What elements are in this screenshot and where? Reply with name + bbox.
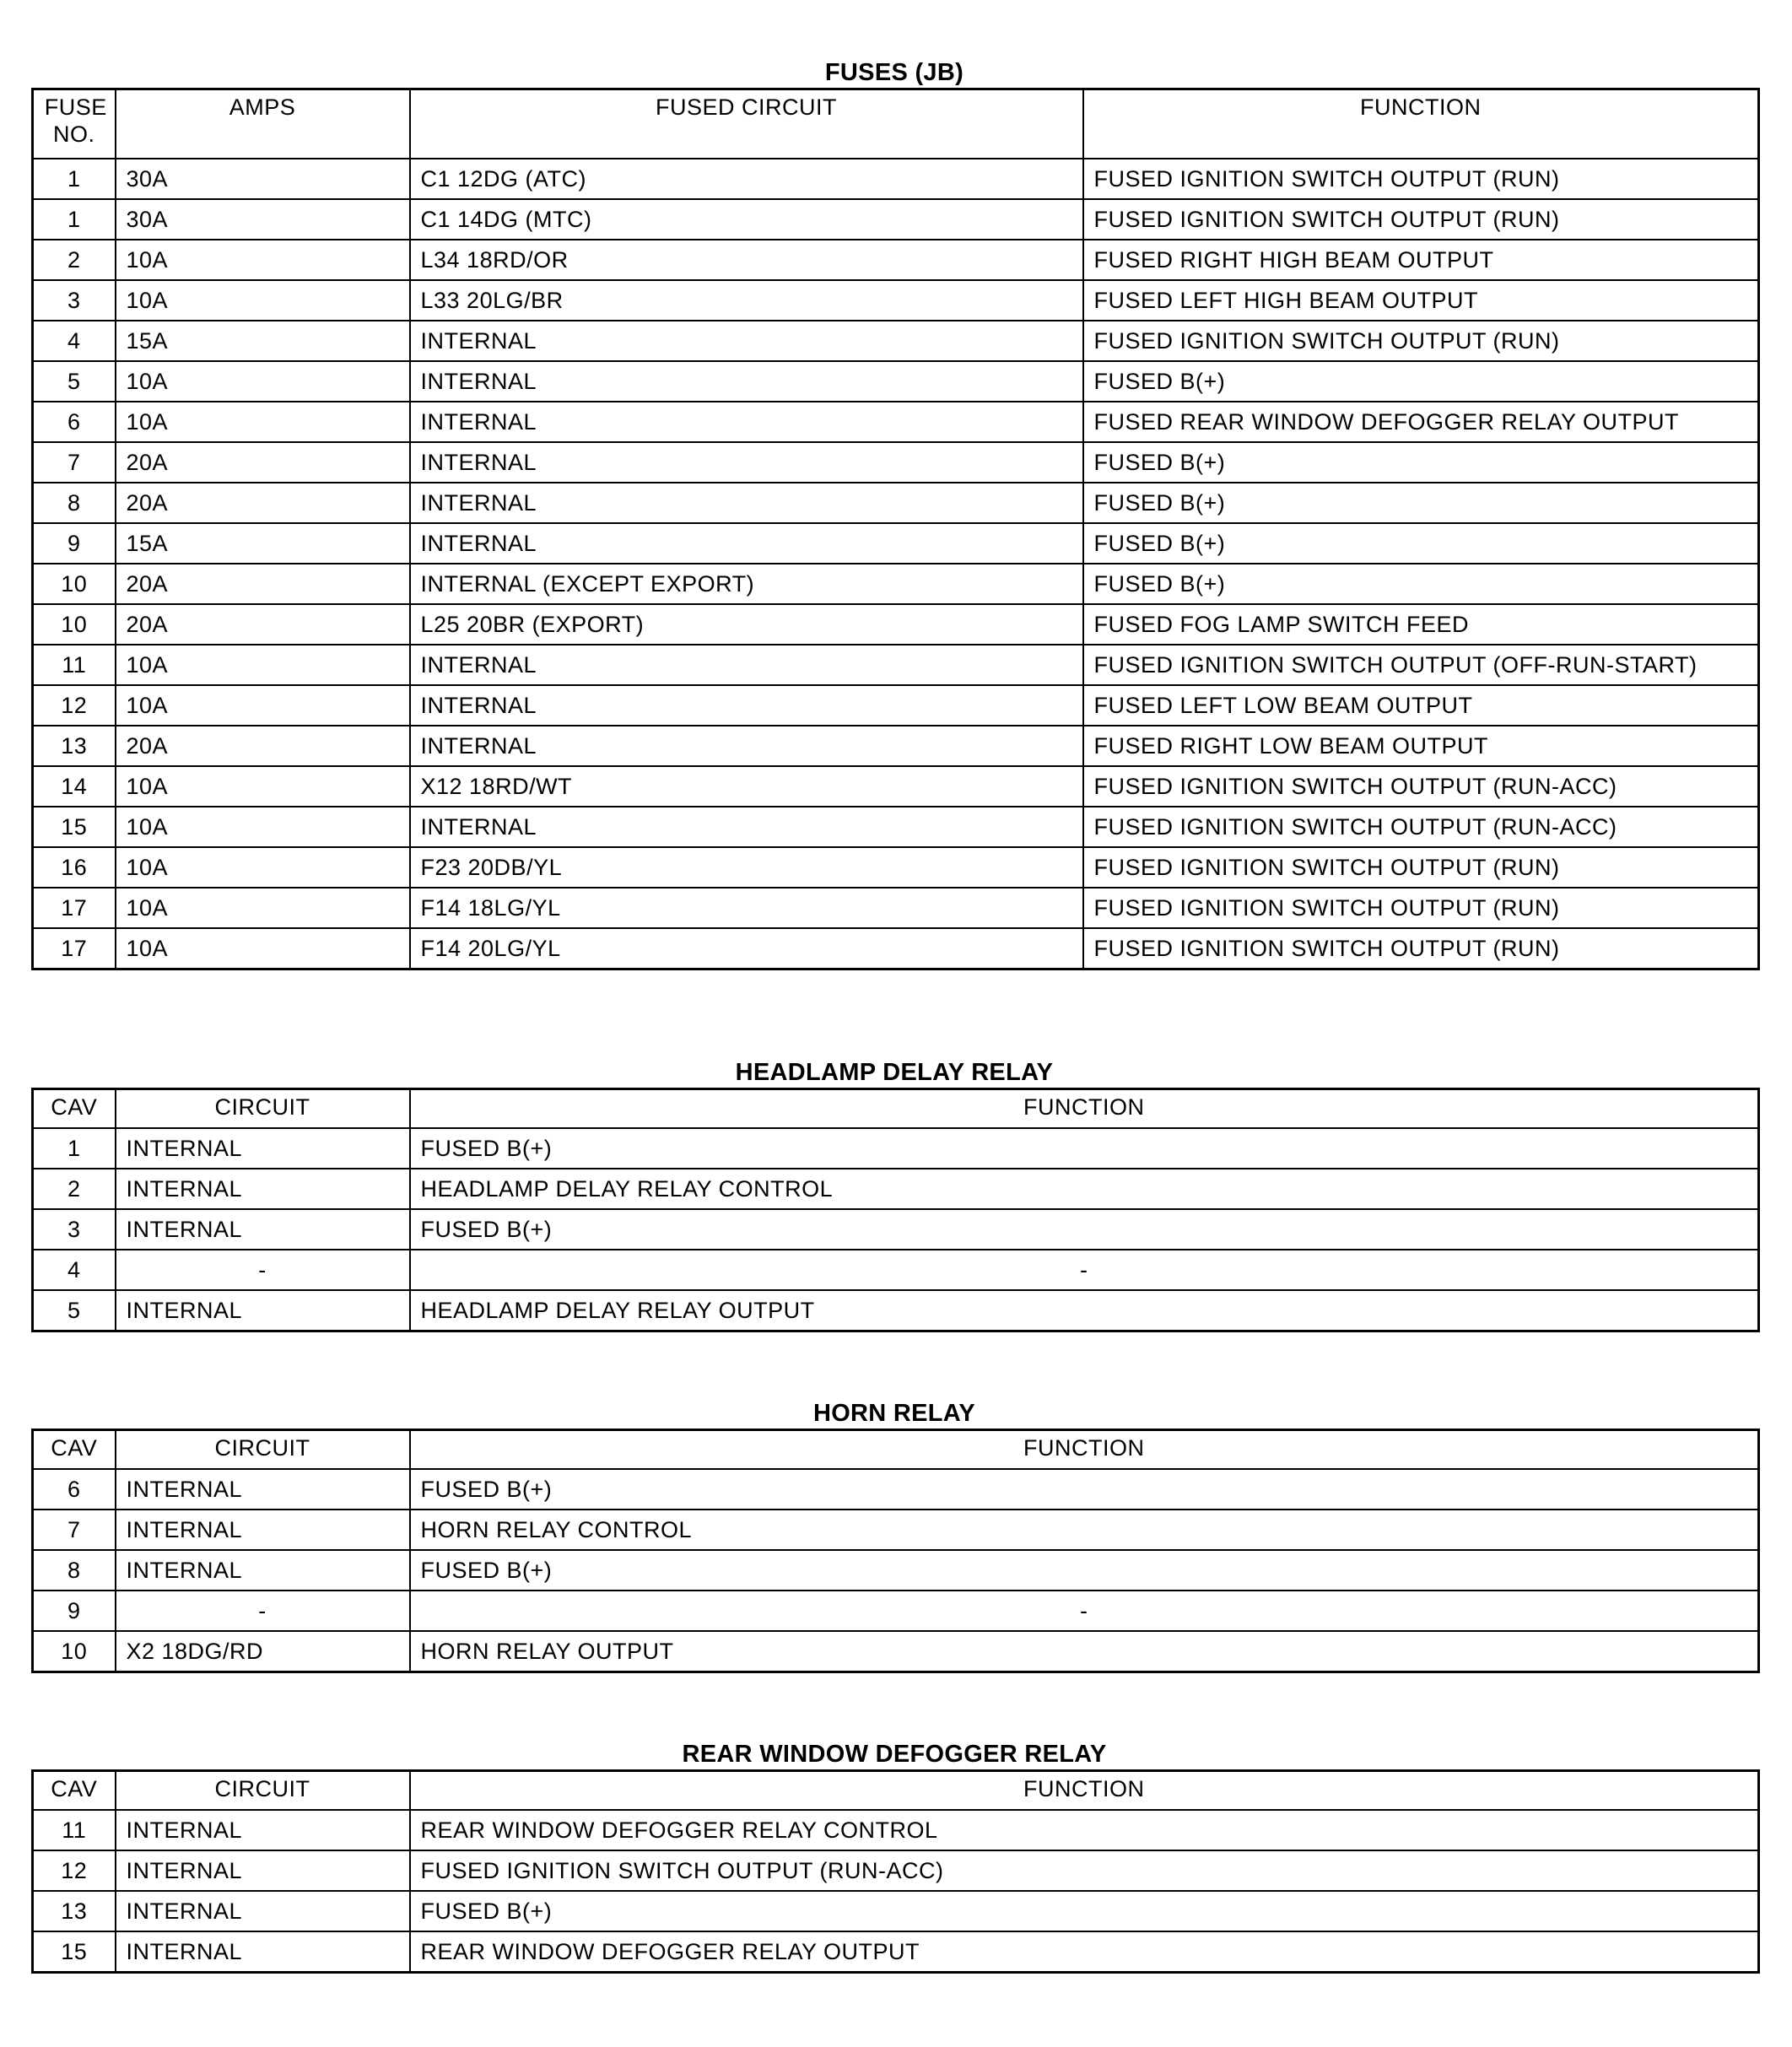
function-cell: FUSED REAR WINDOW DEFOGGER RELAY OUTPUT [1083, 402, 1759, 442]
function-cell: FUSED B(+) [1083, 483, 1759, 523]
circuit-cell: INTERNAL [116, 1469, 410, 1510]
table-row [33, 604, 1759, 645]
fuse-no-cell: 9 [33, 523, 116, 564]
amps-cell: 20A [116, 564, 410, 604]
table-row [33, 361, 1759, 402]
fuse-no-cell: 1 [33, 199, 116, 240]
fused-circuit-cell: INTERNAL [410, 442, 1083, 483]
amps-cell: 10A [116, 361, 410, 402]
circuit-cell: INTERNAL [116, 1169, 410, 1209]
fused-circuit-cell: INTERNAL [410, 523, 1083, 564]
cav-cell: 2 [33, 1169, 116, 1209]
cav-cell: 10 [33, 1631, 116, 1672]
headlamp-relay-section [31, 1059, 1757, 1332]
table-row [33, 1209, 1759, 1250]
fused-circuit-cell: F23 20DB/YL [410, 847, 1083, 888]
defogger-relay-body [33, 1810, 1759, 1973]
headlamp-relay-header-cav: CAV [33, 1089, 116, 1129]
function-cell: FUSED IGNITION SWITCH OUTPUT (RUN) [1083, 847, 1759, 888]
fused-circuit-cell: INTERNAL [410, 361, 1083, 402]
table-row [33, 726, 1759, 766]
headlamp-relay-header-circuit: CIRCUIT [116, 1089, 410, 1129]
function-cell: FUSED B(+) [1083, 361, 1759, 402]
circuit-cell: INTERNAL [116, 1810, 410, 1850]
circuit-cell: - [116, 1250, 410, 1290]
table-row [33, 199, 1759, 240]
fused-circuit-cell: INTERNAL [410, 685, 1083, 726]
table-row [33, 442, 1759, 483]
defogger-relay-header-row [33, 1771, 1759, 1811]
circuit-cell: INTERNAL [116, 1850, 410, 1891]
function-cell: FUSED B(+) [1083, 523, 1759, 564]
horn-relay-title: HORN RELAY [812, 1400, 976, 1427]
table-row [33, 1891, 1759, 1931]
fused-circuit-cell: X12 18RD/WT [410, 766, 1083, 807]
function-cell: HORN RELAY OUTPUT [410, 1631, 1759, 1672]
defogger-relay-section [31, 1741, 1757, 1974]
fused-circuit-cell: F14 18LG/YL [410, 888, 1083, 928]
amps-cell: 10A [116, 240, 410, 280]
table-row [33, 240, 1759, 280]
fuse-no-cell: 12 [33, 685, 116, 726]
horn-relay-section [31, 1400, 1757, 1673]
fused-circuit-cell: L25 20BR (EXPORT) [410, 604, 1083, 645]
horn-relay-table [31, 1429, 1760, 1673]
fuses-header-function: FUNCTION [1083, 89, 1759, 159]
table-row [33, 1469, 1759, 1510]
fused-circuit-cell: INTERNAL [410, 483, 1083, 523]
amps-cell: 10A [116, 888, 410, 928]
fuse-no-cell: 13 [33, 726, 116, 766]
table-row [33, 1510, 1759, 1550]
table-row [33, 1550, 1759, 1591]
cav-cell: 6 [33, 1469, 116, 1510]
amps-cell: 30A [116, 199, 410, 240]
amps-cell: 10A [116, 847, 410, 888]
function-cell: FUSED RIGHT LOW BEAM OUTPUT [1083, 726, 1759, 766]
table-row [33, 766, 1759, 807]
function-cell: - [410, 1591, 1759, 1631]
defogger-relay-header-function: FUNCTION [410, 1771, 1759, 1811]
function-cell: REAR WINDOW DEFOGGER RELAY CONTROL [410, 1810, 1759, 1850]
function-cell: HEADLAMP DELAY RELAY CONTROL [410, 1169, 1759, 1209]
table-row [33, 1290, 1759, 1331]
cav-cell: 9 [33, 1591, 116, 1631]
function-cell: FUSED IGNITION SWITCH OUTPUT (RUN-ACC) [410, 1850, 1759, 1891]
horn-relay-header-circuit: CIRCUIT [116, 1430, 410, 1470]
function-cell: HORN RELAY CONTROL [410, 1510, 1759, 1550]
fuse-no-cell: 2 [33, 240, 116, 280]
amps-cell: 10A [116, 645, 410, 685]
fuses-header-fused-circuit: FUSED CIRCUIT [410, 89, 1083, 159]
amps-cell: 15A [116, 321, 410, 361]
function-cell: FUSED LEFT LOW BEAM OUTPUT [1083, 685, 1759, 726]
fused-circuit-cell: C1 14DG (MTC) [410, 199, 1083, 240]
table-row [33, 564, 1759, 604]
fuse-no-cell: 15 [33, 807, 116, 847]
function-cell: FUSED LEFT HIGH BEAM OUTPUT [1083, 280, 1759, 321]
fuse-no-cell: 6 [33, 402, 116, 442]
fuse-no-cell: 17 [33, 888, 116, 928]
cav-cell: 13 [33, 1891, 116, 1931]
table-row [33, 1810, 1759, 1850]
circuit-cell: INTERNAL [116, 1550, 410, 1591]
defogger-relay-title: REAR WINDOW DEFOGGER RELAY [682, 1741, 1107, 1768]
function-cell: FUSED IGNITION SWITCH OUTPUT (OFF-RUN-START) [1083, 645, 1759, 685]
fuse-no-cell: 14 [33, 766, 116, 807]
table-row [33, 402, 1759, 442]
amps-cell: 20A [116, 604, 410, 645]
circuit-cell: INTERNAL [116, 1891, 410, 1931]
table-row [33, 1850, 1759, 1891]
cav-cell: 7 [33, 1510, 116, 1550]
function-cell: FUSED IGNITION SWITCH OUTPUT (RUN-ACC) [1083, 766, 1759, 807]
defogger-relay-header-cav: CAV [33, 1771, 116, 1811]
fused-circuit-cell: INTERNAL [410, 402, 1083, 442]
function-cell: FUSED IGNITION SWITCH OUTPUT (RUN) [1083, 199, 1759, 240]
circuit-cell: INTERNAL [116, 1209, 410, 1250]
headlamp-relay-header-function: FUNCTION [410, 1089, 1759, 1129]
horn-relay-header-cav: CAV [33, 1430, 116, 1470]
function-cell: REAR WINDOW DEFOGGER RELAY OUTPUT [410, 1931, 1759, 1973]
amps-cell: 30A [116, 159, 410, 199]
fused-circuit-cell: INTERNAL [410, 321, 1083, 361]
fused-circuit-cell: C1 12DG (ATC) [410, 159, 1083, 199]
cav-cell: 12 [33, 1850, 116, 1891]
table-row [33, 645, 1759, 685]
fuses-title: FUSES (JB) [824, 59, 964, 86]
defogger-relay-header-circuit: CIRCUIT [116, 1771, 410, 1811]
fused-circuit-cell: INTERNAL [410, 807, 1083, 847]
fuses-header-row [33, 89, 1759, 159]
horn-relay-header-row [33, 1430, 1759, 1470]
table-row [33, 928, 1759, 969]
function-cell: FUSED B(+) [410, 1209, 1759, 1250]
amps-cell: 10A [116, 280, 410, 321]
table-row [33, 1128, 1759, 1169]
amps-cell: 10A [116, 402, 410, 442]
amps-cell: 10A [116, 766, 410, 807]
function-cell: FUSED B(+) [410, 1469, 1759, 1510]
fuse-no-cell: 16 [33, 847, 116, 888]
fuse-no-cell: 3 [33, 280, 116, 321]
table-row [33, 280, 1759, 321]
function-cell: FUSED B(+) [410, 1891, 1759, 1931]
circuit-cell: INTERNAL [116, 1931, 410, 1973]
function-cell: FUSED RIGHT HIGH BEAM OUTPUT [1083, 240, 1759, 280]
headlamp-relay-table [31, 1088, 1760, 1332]
amps-cell: 20A [116, 483, 410, 523]
amps-cell: 20A [116, 726, 410, 766]
table-row [33, 1250, 1759, 1290]
cav-cell: 11 [33, 1810, 116, 1850]
cav-cell: 1 [33, 1128, 116, 1169]
fuses-table [31, 88, 1760, 970]
headlamp-relay-header-row [33, 1089, 1759, 1129]
fused-circuit-cell: INTERNAL [410, 645, 1083, 685]
table-row [33, 807, 1759, 847]
table-row [33, 1169, 1759, 1209]
function-cell: FUSED IGNITION SWITCH OUTPUT (RUN) [1083, 159, 1759, 199]
table-row [33, 523, 1759, 564]
function-cell: FUSED B(+) [410, 1550, 1759, 1591]
circuit-cell: X2 18DG/RD [116, 1631, 410, 1672]
fuses-header-fuse-no: FUSE NO. [33, 89, 116, 159]
cav-cell: 8 [33, 1550, 116, 1591]
table-row [33, 847, 1759, 888]
amps-cell: 20A [116, 442, 410, 483]
horn-relay-body [33, 1469, 1759, 1672]
headlamp-relay-title: HEADLAMP DELAY RELAY [735, 1059, 1054, 1086]
function-cell: FUSED B(+) [1083, 442, 1759, 483]
table-row [33, 888, 1759, 928]
table-row [33, 1931, 1759, 1973]
fuse-no-cell: 5 [33, 361, 116, 402]
table-row [33, 159, 1759, 199]
function-cell: FUSED IGNITION SWITCH OUTPUT (RUN) [1083, 321, 1759, 361]
function-cell: FUSED B(+) [1083, 564, 1759, 604]
headlamp-relay-body [33, 1128, 1759, 1331]
fuses-body [33, 159, 1759, 969]
circuit-cell: - [116, 1591, 410, 1631]
horn-relay-header-function: FUNCTION [410, 1430, 1759, 1470]
function-cell: FUSED IGNITION SWITCH OUTPUT (RUN) [1083, 928, 1759, 969]
table-row [33, 321, 1759, 361]
circuit-cell: INTERNAL [116, 1128, 410, 1169]
fused-circuit-cell: INTERNAL [410, 726, 1083, 766]
fuse-no-cell: 1 [33, 159, 116, 199]
function-cell: - [410, 1250, 1759, 1290]
fused-circuit-cell: F14 20LG/YL [410, 928, 1083, 969]
fuse-no-cell: 8 [33, 483, 116, 523]
table-row [33, 1631, 1759, 1672]
amps-cell: 15A [116, 523, 410, 564]
fuse-no-cell: 17 [33, 928, 116, 969]
fuses-header-amps: AMPS [116, 89, 410, 159]
circuit-cell: INTERNAL [116, 1290, 410, 1331]
amps-cell: 10A [116, 807, 410, 847]
function-cell: FUSED B(+) [410, 1128, 1759, 1169]
cav-cell: 4 [33, 1250, 116, 1290]
fuse-no-cell: 10 [33, 564, 116, 604]
fused-circuit-cell: L33 20LG/BR [410, 280, 1083, 321]
function-cell: HEADLAMP DELAY RELAY OUTPUT [410, 1290, 1759, 1331]
function-cell: FUSED FOG LAMP SWITCH FEED [1083, 604, 1759, 645]
table-row [33, 483, 1759, 523]
amps-cell: 10A [116, 928, 410, 969]
fuse-no-cell: 10 [33, 604, 116, 645]
table-row [33, 1591, 1759, 1631]
function-cell: FUSED IGNITION SWITCH OUTPUT (RUN-ACC) [1083, 807, 1759, 847]
amps-cell: 10A [116, 685, 410, 726]
defogger-relay-table [31, 1769, 1760, 1974]
fuse-no-cell: 7 [33, 442, 116, 483]
cav-cell: 5 [33, 1290, 116, 1331]
fused-circuit-cell: INTERNAL (EXCEPT EXPORT) [410, 564, 1083, 604]
function-cell: FUSED IGNITION SWITCH OUTPUT (RUN) [1083, 888, 1759, 928]
cav-cell: 3 [33, 1209, 116, 1250]
fuses-section [31, 59, 1757, 970]
cav-cell: 15 [33, 1931, 116, 1973]
table-row [33, 685, 1759, 726]
fuse-no-cell: 4 [33, 321, 116, 361]
fuse-no-cell: 11 [33, 645, 116, 685]
circuit-cell: INTERNAL [116, 1510, 410, 1550]
fused-circuit-cell: L34 18RD/OR [410, 240, 1083, 280]
